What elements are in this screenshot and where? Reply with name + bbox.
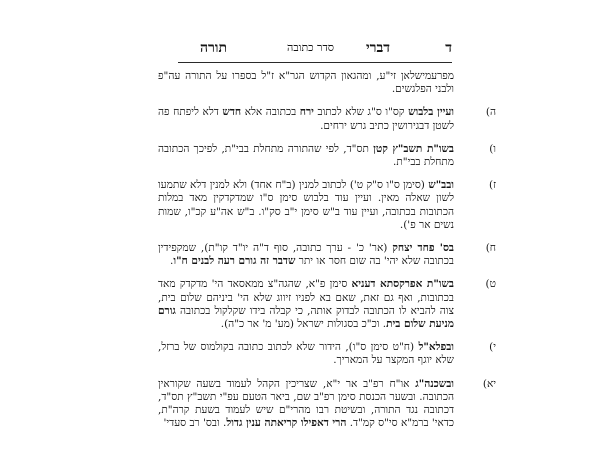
entry — [158, 278, 496, 331]
entry-marker: ו) — [489, 142, 496, 155]
text-run: דלא ליפתח פה לשטן דבגירושין כתיב גרש ירחים. — [158, 106, 454, 132]
bold-citation: חדש — [222, 106, 242, 119]
entry — [158, 377, 496, 431]
entry — [158, 106, 496, 132]
bold-citation: שדבר זה גורם רעה לבנים ח"ו — [173, 255, 296, 268]
text-run: . ובס' רב סעדי' — [163, 417, 227, 430]
bold-citation: ירח — [299, 106, 314, 119]
entry — [158, 242, 496, 268]
entry-marker: ט) — [485, 278, 496, 291]
intro-paragraph: מפרעמישלאן זי"ע, ומהגאון הקדוש הגר"א ז"ל בספרו על התורה עה"פ ולבני הפלגשים. — [158, 70, 454, 96]
text-run: (סימן ס"ו ס"ק ט') לכתוב למנין (ב"ח אחד) ולא למנין דלא שתמעו לשון שאלה מאין. ועיין עוד בלבוש סימן ס"ו שמדקדקין מאד במלות הכתובות בכתובה, ועיין עוד ב"ש סימן י"ב סק"ו. ב"ש אה"ע קכ"ו, שמות נשים אר פ'). — [158, 179, 454, 231]
bold-citation: בס' פחד יצחק — [392, 242, 454, 255]
header-rule — [178, 62, 452, 63]
entry-marker: ח) — [485, 242, 496, 255]
entry-text — [158, 242, 454, 268]
bold-citation: בשו"ת תשב"ץ קטן — [373, 142, 454, 155]
text-run: . — [170, 255, 174, 268]
bold-citation: בשו"ת אפרקסתא דעניא — [351, 278, 454, 291]
bold-citation: ובשכנה"ג — [415, 377, 454, 390]
entry — [158, 341, 496, 367]
page-content — [158, 70, 496, 440]
entry-text — [158, 179, 454, 232]
entry — [158, 179, 496, 232]
entry-text — [158, 143, 454, 169]
text-run: (ח"ט סימן ס"ו), הידור שלא לכתוב כתובה בקולמוס של ברזל, שלא יוגף המקצר על המאריך. — [158, 341, 454, 367]
bold-citation: ובפלא"ל — [418, 341, 454, 354]
entry — [158, 142, 496, 169]
running-header — [160, 40, 452, 60]
page-letter: ד — [445, 40, 452, 56]
entry-text — [158, 106, 454, 132]
text-run: סימן פ"א, שהגה"צ ממאסאד הי' מדקדק מאד בכתובות, ואף גם זאת, שאם בא לפניו זיווג שלא הי' ביניהם שלום בית, צוה להביא לו הכתובה לבדוק אותה, כי קבלה בידו שקלקול בכתובה — [158, 278, 454, 317]
text-run: קס"ו ס"ג שלא לכתוב — [313, 106, 409, 119]
entry-marker: ה) — [485, 106, 496, 119]
entry-marker: יא) — [482, 377, 496, 390]
header-section: סדר כתובה — [287, 41, 334, 54]
text-run: (אר' כ' - ערך כתובה, סוף ד"ה יו"ד קו"ת), שמקפידין בכתובה שלא יהי' בה שום חסר או יתר — [158, 242, 454, 268]
entry-text — [158, 341, 454, 367]
entry-text — [158, 378, 454, 431]
bold-citation: ובב"ש — [428, 179, 454, 192]
text-run: . וכ"כ בסגולות ישראל (מע' מ' אר כ"ה). — [220, 318, 387, 331]
header-parsha: דברי — [365, 40, 390, 56]
entry-marker: י) — [489, 341, 496, 354]
text-run: או"ח רפ"ב אר י"א, שצריכין הקהל לעמוד בשעה שקוראין הכתובה. ובשער הכנסת סימן רפ"ב שם, ביאר הטעם עפ"י תשב"ץ תס"ד, דכתובה נגד התורה, ובשיטת רבו מהרי"ם שיש לעמוד בשעת קרה"ת, כדאי' ברמ"א סי"ס קמ"ד. — [158, 377, 454, 430]
header-book: תורה — [200, 40, 228, 56]
entries-list — [158, 106, 496, 430]
text-run: בכתובה אלא — [241, 106, 300, 119]
entry-marker: ז) — [488, 179, 496, 192]
bold-citation: הרי דאפילו קריאתה ענין גדול — [226, 417, 347, 430]
bold-citation: ועיין בלבוש — [408, 106, 454, 119]
text-run: תס"ד, לפי שהתורה מתחלת בבי"ת, לפיכך הכתובה מתחלת בבי"ת. — [158, 142, 454, 169]
bold-citation: גורם מניעת שלום בית — [158, 304, 454, 331]
entry-text — [158, 278, 454, 331]
